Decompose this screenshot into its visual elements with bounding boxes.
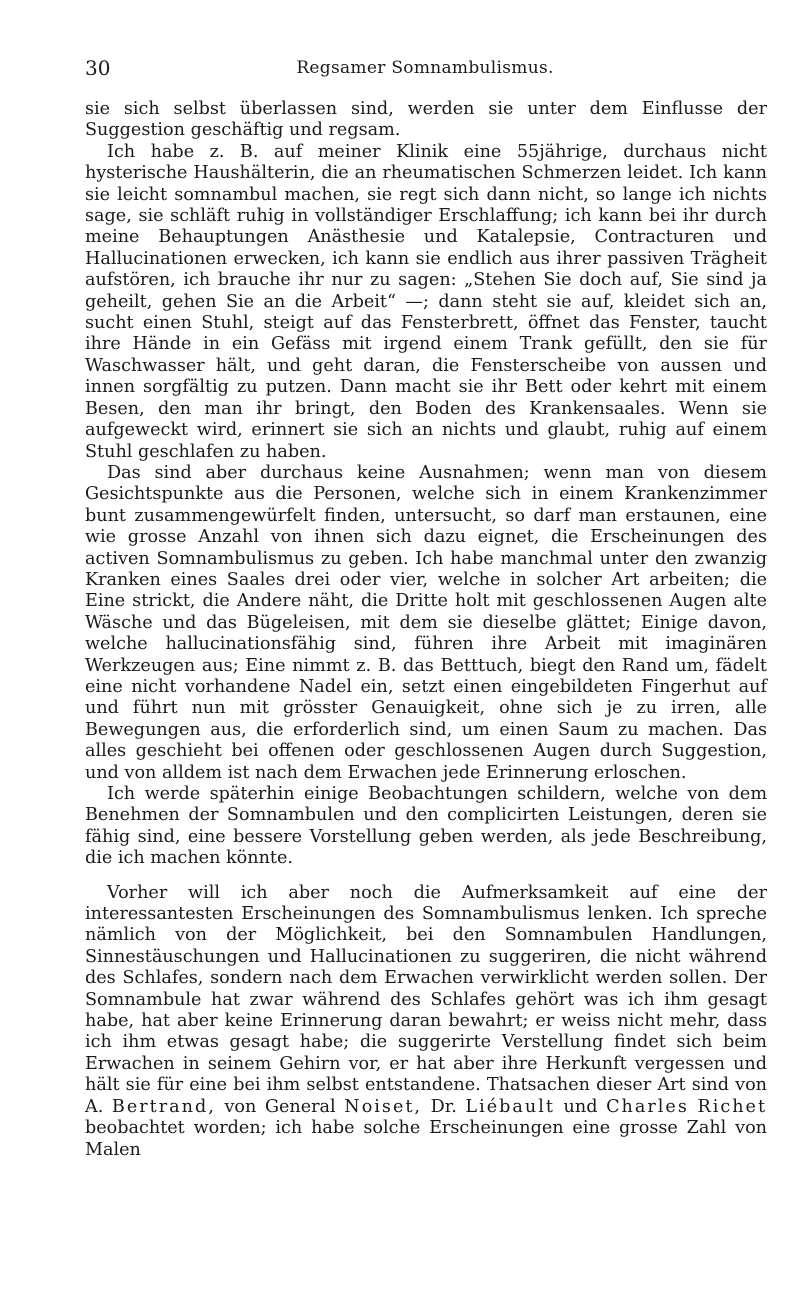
paragraph-3: Das sind aber durchaus keine Ausnahmen; wenn man von diesem Gesichtspunkte aus die Personen, welche sich in einem Krankenzimmer bunt zusammengewürfelt finden, untersucht, so darf man erstaunen, eine wie grosse Anzahl von ihnen sich dazu eignet, die Erscheinungen des activen Somnambulismus zu geben. Ich habe manchmal unter den zwanzig Kranken eines Saales drei oder vier, welche in solcher Art arbeiten; die Eine strickt, die Andere näht, die Dritte holt mit geschlossenen Augen alte Wäsche und das Bügeleisen, mit dem sie dieselbe glättet; Einige davon, welche hallucinationsfähig sind, führen ihre Arbeit mit imaginären Werkzeugen aus; Eine nimmt z. B. das Betttuch, biegt den Rand um, fädelt eine nicht vorhandene Nadel ein, setzt einen eingebildeten Fingerhut auf und führt nun mit grösster Genauigkeit, ohne sich je zu irren, alle Bewegungen aus, die erforderlich sind, um einen Saum zu machen. Das alles geschieht bei offenen oder geschlossenen Augen durch Suggestion, und von alldem ist nach dem Erwachen jede Erinnerung erloschen. [85, 462, 767, 783]
name-richet: Richet [697, 1096, 768, 1117]
paragraph-4: Ich werde späterhin einige Beobachtungen schildern, welche von dem Benehmen der Somnambulen und den complicirten Leistungen, deren sie fähig sind, eine bessere Vorstellung geben werden, als jede Beschreibung, die ich machen könnte. [85, 784, 767, 869]
paragraph-5-end: beobachtet worden; ich habe solche Erscheinungen eine grosse Zahl von Malen [85, 1118, 767, 1160]
body-text [85, 99, 767, 1161]
paragraph-5-dr: Dr. [430, 1096, 457, 1117]
name-liebault: Liébault [465, 1096, 555, 1117]
name-bertrand: Bertrand, [111, 1096, 216, 1117]
paragraph-5-und: und [563, 1096, 598, 1117]
paragraph-5 [85, 883, 767, 1161]
name-general: General [264, 1096, 336, 1117]
running-title: Regsamer Somnambulismus. [296, 58, 554, 78]
page-number: 30 [85, 56, 111, 80]
paragraph-5-von: von [224, 1096, 257, 1117]
name-charles: Charles [606, 1096, 689, 1117]
paragraph-5-start: Vorher will ich aber noch die Aufmerksamkeit auf eine der interessantesten Erscheinungen des Somnambulismus lenken. Ich spreche nämlich von der Möglichkeit, bei den Somnambulen Handlungen, Sinnestäuschungen und Hallucinationen zu suggeriren, die nicht während des Schlafes, sondern nach dem Erwachen verwirklicht werden sollen. Der Somnambule hat zwar während des Schlafes gehört was ich ihm gesagt habe, hat aber keine Erinnerung daran bewahrt; er weiss nicht mehr, dass ich ihm etwas gesagt habe; die suggerirte Verstellung findet sich beim Erwachen in seinem Gehirn vor, er hat aber ihre Herkunft vergessen und hält sie für eine bei ihm selbst entstandene. Thatsachen dieser Art sind von A. [85, 882, 767, 1117]
paragraph-1: sie sich selbst überlassen sind, werden sie unter dem Einflusse der Suggestion geschäftig und regsam. [85, 99, 767, 141]
name-noiset: Noiset, [344, 1096, 423, 1117]
paragraph-2: Ich habe z. B. auf meiner Klinik eine 55jährige, durchaus nicht hysterische Haushälterin, die an rheumatischen Schmerzen leidet. Ich kann sie leicht somnambul machen, sie regt sich dann nicht, so lange ich nichts sage, sie schläft ruhig in vollständiger Erschlaffung; ich kann bei ihr durch meine Behauptungen Anästhesie und Katalepsie, Contracturen und Hallucinationen erwecken, ich kann sie endlich aus ihrer passiven Trägheit aufstören, ich brauche ihr nur zu sagen: „Stehen Sie doch auf, Sie sind ja geheilt, gehen Sie an die Arbeit“ —; dann steht sie auf, kleidet sich an, sucht einen Stuhl, steigt auf das Fensterbrett, öffnet das Fenster, taucht ihre Hände in ein Gefäss mit irgend einem Trank gefüllt, den sie für Waschwasser hält, und geht daran, die Fensterscheibe von aussen und innen sorgfältig zu putzen. Dann macht sie ihr Bett oder kehrt mit einem Besen, den man ihr bringt, den Boden des Krankensaales. Wenn sie aufgeweckt wird, erinnert sie sich an nichts und glaubt, ruhig auf einem Stuhl geschlafen zu haben. [85, 141, 767, 462]
page-header [85, 54, 765, 82]
